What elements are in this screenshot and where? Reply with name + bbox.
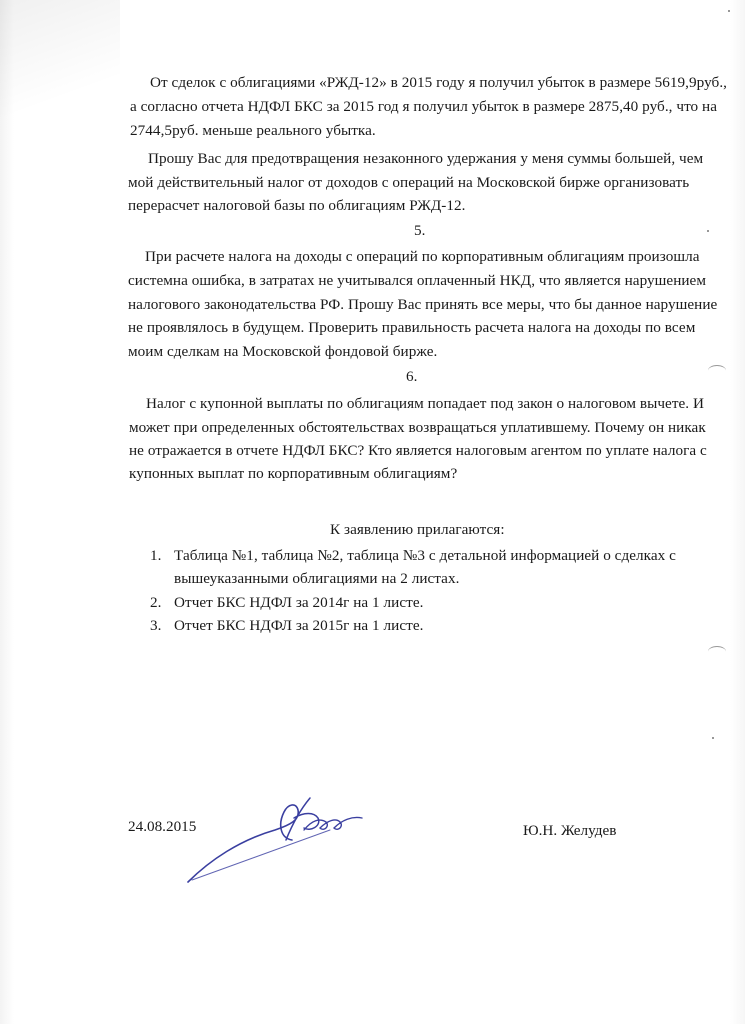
section6-line3: не отражается в отчете НДФЛ БКС? Кто является налоговым агентом по уплате налога с	[129, 442, 707, 459]
paragraph2-line2: мой действительный налог от доходов с операций на Московской бирже организовать	[128, 174, 690, 191]
section6-line1: Налог с купонной выплаты по облигациям попадает под закон о налоговом вычете. И	[146, 395, 705, 412]
paragraph1-line1: От сделок с облигациями «РЖД-12» в 2015 году я получил убыток в размере 5619,9руб.,	[150, 74, 728, 91]
attachment-1-number: 1.	[150, 547, 162, 564]
scan-speck	[712, 737, 714, 739]
scan-speck	[707, 230, 709, 232]
section6-number: 6.	[406, 368, 418, 385]
attachment-3-line1: Отчет БКС НДФЛ за 2015г на 1 листе.	[174, 617, 424, 634]
paragraph1-line3: 2744,5руб. меньше реального убытка.	[130, 122, 376, 139]
attachment-1-line2: вышеуказанными облигациями на 2 листах.	[174, 570, 460, 587]
scan-shadow	[0, 0, 120, 260]
paragraph1-line2: а согласно отчета НДФЛ БКС за 2015 год я получил убыток в размере 2875,40 руб., что на	[130, 98, 718, 115]
attachment-1-line1: Таблица №1, таблица №2, таблица №3 с детальной информацией о сделках с	[174, 547, 676, 564]
paragraph2-line1: Прошу Вас для предотвращения незаконного удержания у меня суммы большей, чем	[148, 150, 704, 167]
paragraph2-line3: перерасчет налоговой базы по облигациям РЖД-12.	[128, 197, 466, 214]
scan-speck	[728, 10, 730, 12]
handwritten-signature	[180, 790, 380, 890]
section5-number: 5.	[414, 222, 426, 239]
document-date: 24.08.2015	[128, 818, 197, 835]
attachments-heading: К заявлению прилагаются:	[330, 521, 505, 538]
attachment-2-number: 2.	[150, 594, 162, 611]
section5-line1: При расчете налога на доходы с операций по корпоративным облигациям произошла	[145, 248, 700, 265]
section5-line3: налогового законодательства РФ. Прошу Вас принять все меры, что бы данное нарушение	[128, 296, 718, 313]
signatory-name: Ю.Н. Желудев	[523, 822, 617, 839]
punch-hole-mark	[708, 646, 726, 657]
section6-line2: может при определенных обстоятельствах возвращаться уплатившему. Почему он никак	[129, 419, 706, 436]
section5-line2: системна ошибка, в затратах не учитывался оплаченный НКД, что является нарушением	[128, 272, 707, 289]
section6-line4: купонных выплат по корпоративным облигациям?	[129, 465, 458, 482]
section5-line4: не проявлялось в будущем. Проверить правильность расчета налога на доходы по всем	[128, 319, 696, 336]
attachment-2-line1: Отчет БКС НДФЛ за 2014г на 1 листе.	[174, 594, 424, 611]
section5-line5: моим сделкам на Московской фондовой бирже.	[128, 343, 438, 360]
attachment-3-number: 3.	[150, 617, 162, 634]
punch-hole-mark	[708, 365, 726, 376]
